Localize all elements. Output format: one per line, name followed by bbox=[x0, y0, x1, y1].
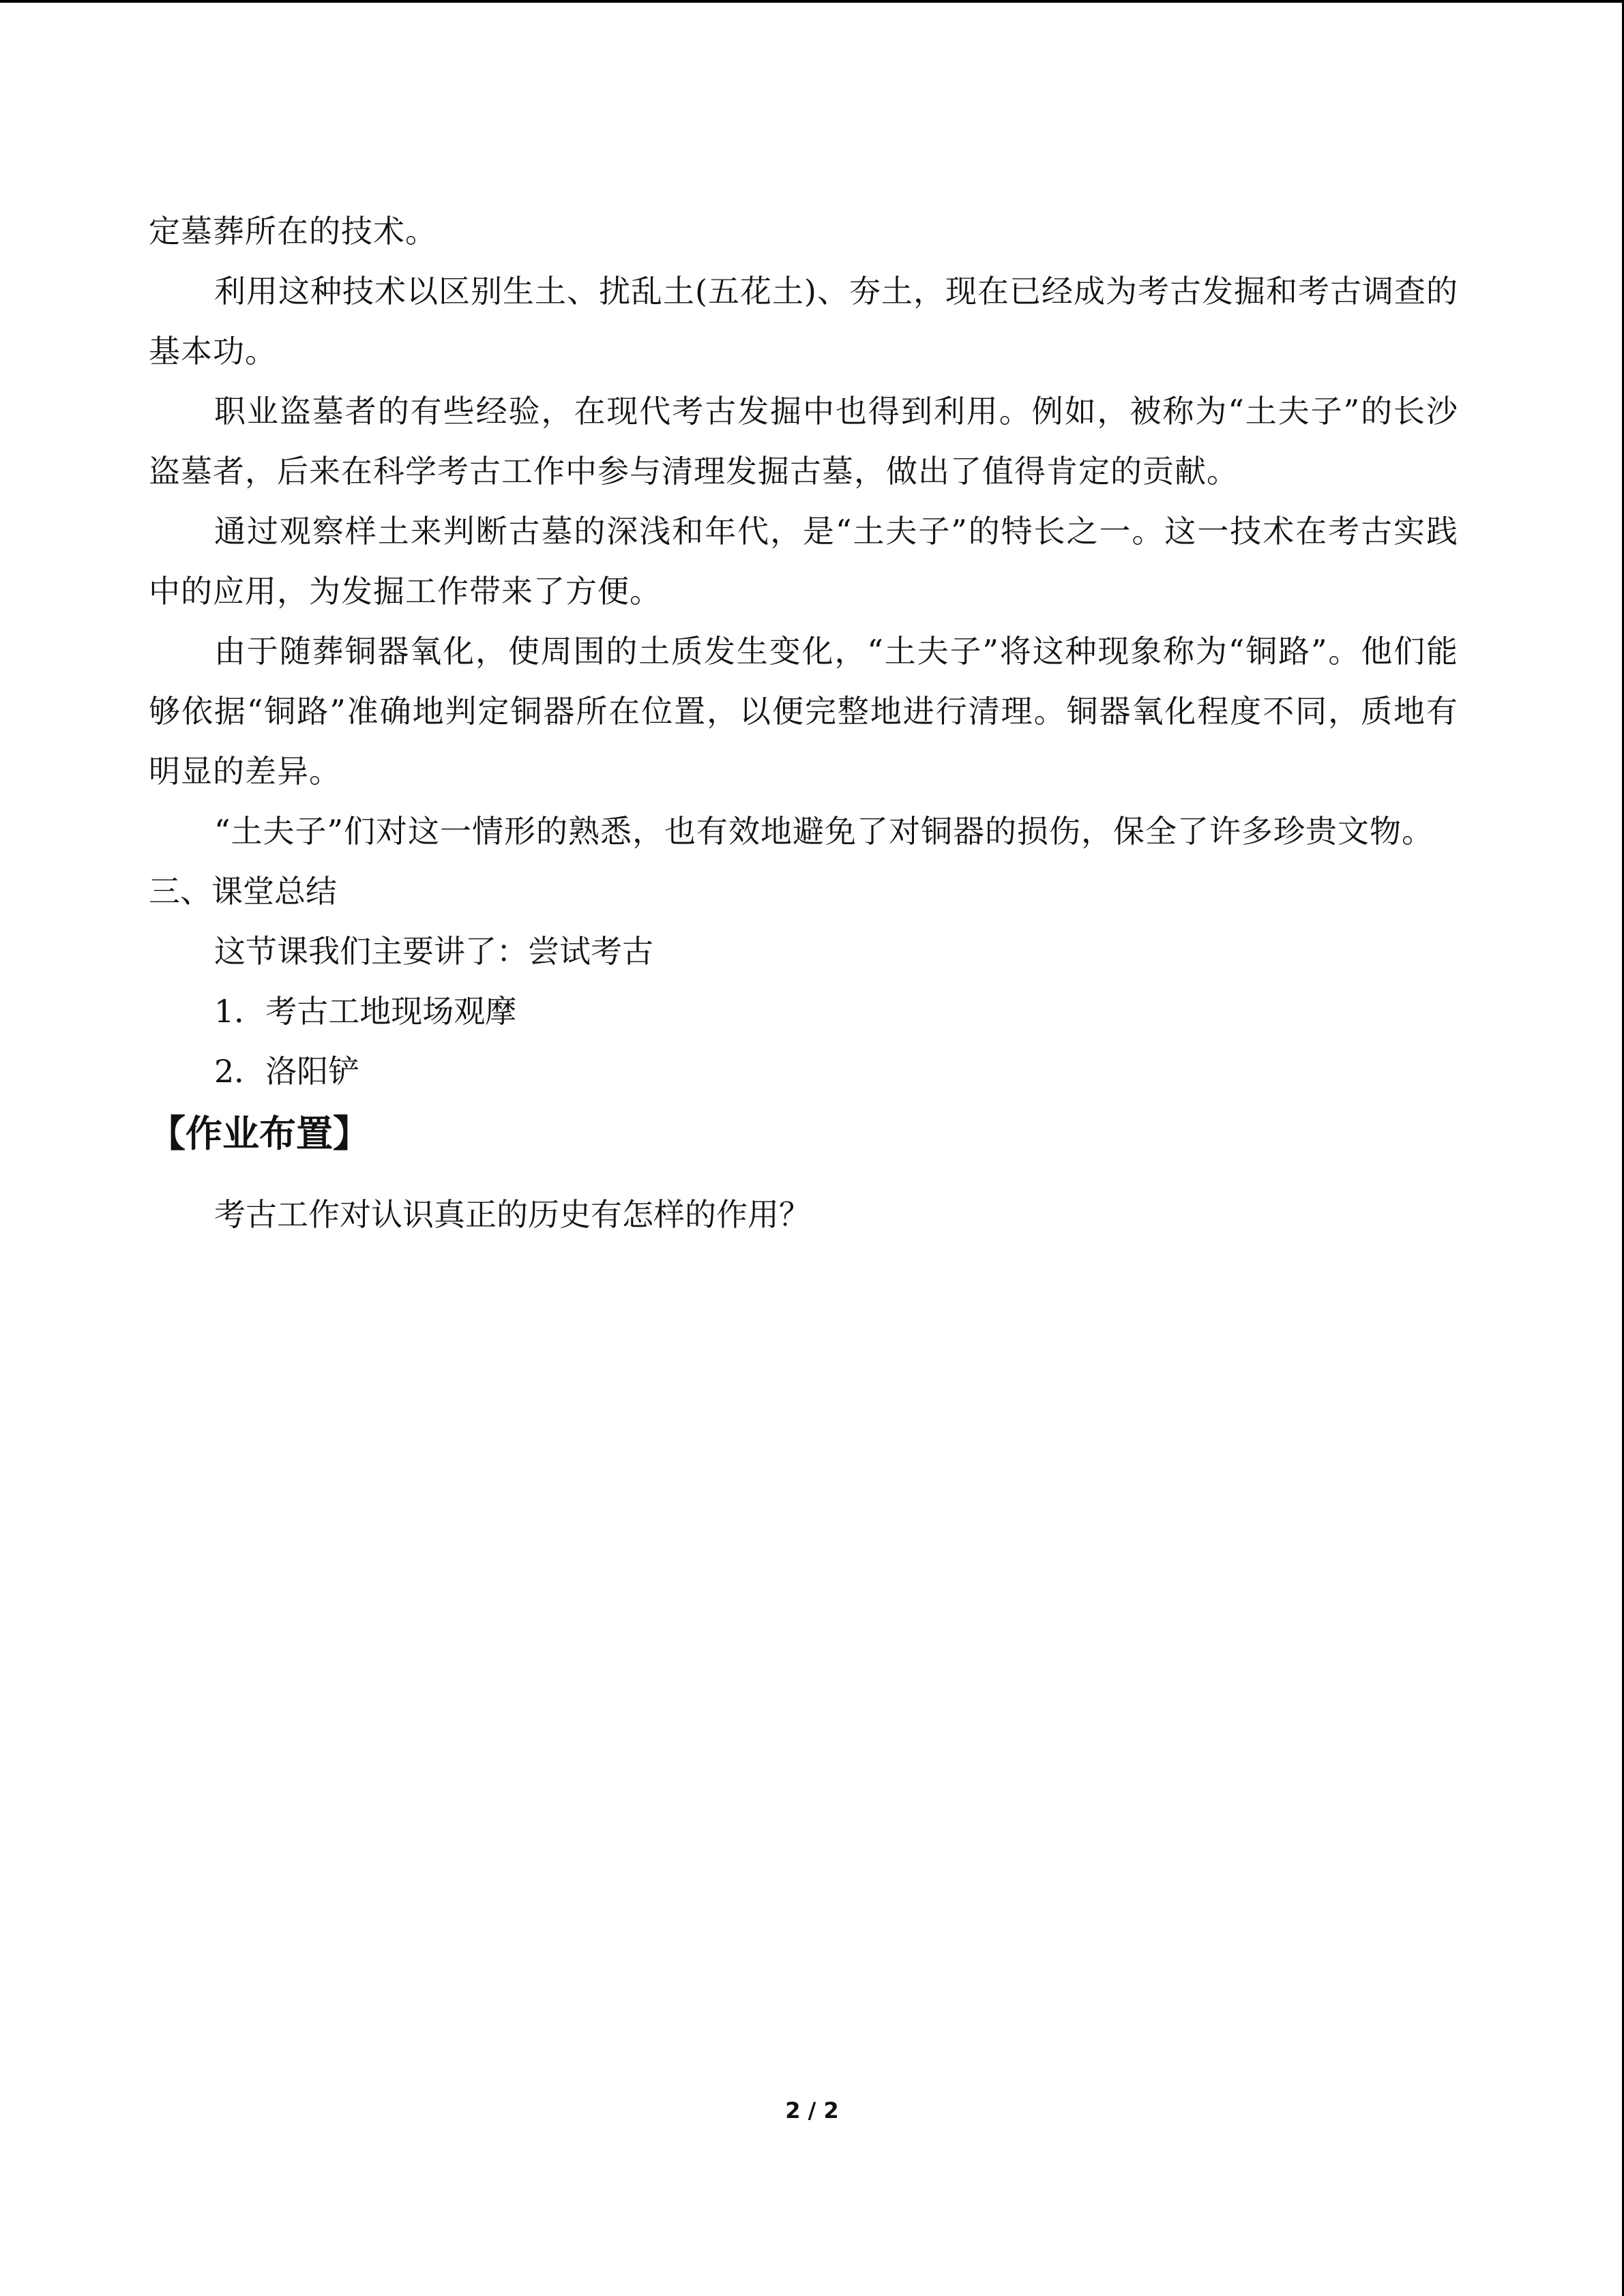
summary-item-1: 1．考古工地现场观摩 bbox=[214, 993, 517, 1030]
homework-title: 【作业布置】 bbox=[149, 1112, 370, 1155]
paragraph-continuation: 定墓葬所在的技术。 bbox=[149, 213, 437, 250]
summary-heading: 三、课堂总结 bbox=[149, 873, 337, 910]
top-border-line bbox=[0, 0, 1624, 3]
summary-item-2: 2．洛阳铲 bbox=[214, 1053, 360, 1090]
paragraph-tomb-raiders: 职业盗墓者的有些经验，在现代考古发掘中也得到利用。例如，被称为“土夫子”的长沙盗墓者，后来在科学考古工作中参与清理发掘古墓，做出了值得肯定的贡献。 bbox=[149, 393, 1458, 490]
page-number: 2 / 2 bbox=[785, 2098, 839, 2123]
paragraph-protection: “土夫子”们对这一情形的熟悉，也有效地避免了对铜器的损伤，保全了许多珍贵文物。 bbox=[214, 813, 1434, 850]
paragraph-soil-observation: 通过观察样土来判断古墓的深浅和年代，是“土夫子”的特长之一。这一技术在考古实践中的应用，为发掘工作带来了方便。 bbox=[149, 513, 1458, 610]
summary-intro: 这节课我们主要讲了：尝试考古 bbox=[214, 933, 653, 970]
paragraph-technique-use: 利用这种技术以区别生土、扰乱土(五花土)、夯土，现在已经成为考古发掘和考古调查的基本功。 bbox=[149, 273, 1458, 370]
document-page bbox=[149, 201, 1458, 1244]
paragraph-copper-road: 由于随葬铜器氧化，使周围的土质发生变化，“土夫子”将这种现象称为“铜路”。他们能够依据“铜路”准确地判定铜器所在位置，以便完整地进行清理。铜器氧化程度不同，质地有明显的差异。 bbox=[149, 633, 1458, 790]
homework-question: 考古工作对认识真正的历史有怎样的作用？ bbox=[214, 1196, 810, 1233]
